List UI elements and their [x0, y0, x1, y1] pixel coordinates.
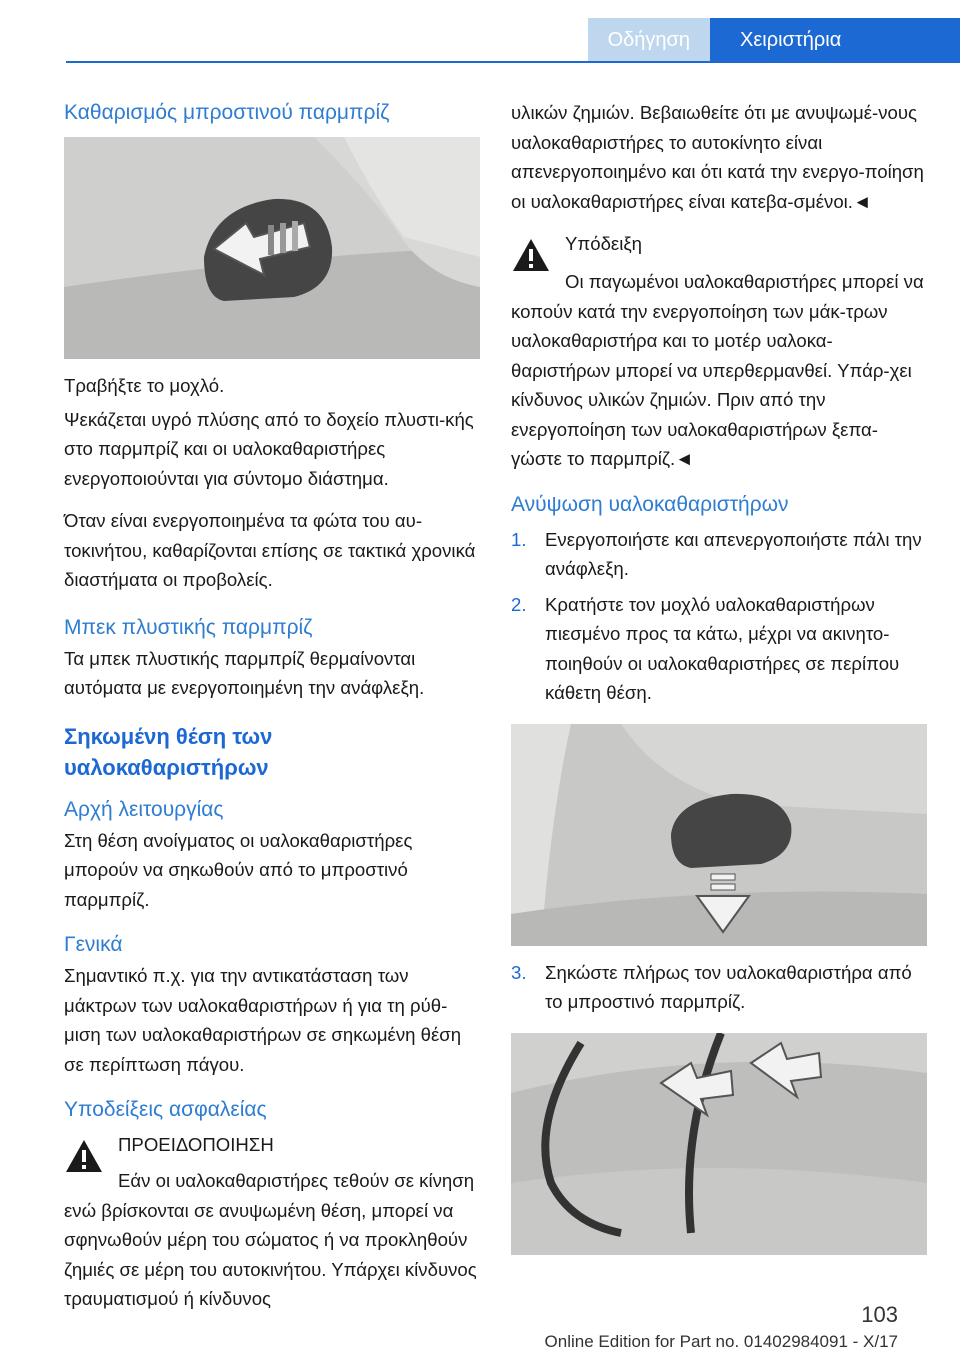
- page-number: 103: [861, 1302, 898, 1327]
- nozzles-text: Τα μπεκ πλυστικής παρμπρίζ θερμαίνονται αυτόματα με ενεργοποιημένη την ανάφλεξη.: [64, 647, 425, 698]
- note-text: Οι παγωμένοι υαλοκαθαριστήρες μπορεί να κοπούν κατά την ενεργοποίηση των μάκ-τρων υαλοκαθαριστήρα και το μοτέρ υαλοκα-θαριστήρων μπορεί να υπερθερμανθεί. Υπάρ-χει κίνδυνος υλικών ζημιών. Πριν από την ενεργοποίηση των υαλοκαθαριστήρων ξεπα-γώστε το παρμπρίζ.◄: [511, 271, 924, 469]
- step-1: [511, 525, 927, 584]
- principle-title: Αρχή λειτουργίας: [64, 797, 224, 821]
- step-3: [511, 958, 927, 1017]
- raised-position-title: Σηκωμένη θέση των υαλοκαθαριστήρων: [64, 723, 273, 780]
- general-title: Γενικά: [64, 933, 123, 956]
- step-number: 3.: [511, 961, 527, 983]
- left-column: [64, 98, 480, 1327]
- general-text: Σημαντικό π.χ. για την αντικατάσταση των μάκτρων των υαλοκαθαριστήρων ή για τη ρύθ-μιση των υαλοκαθαριστήρων σε σηκωμένη θέση σε περίπτωση πάγου.: [64, 965, 462, 1075]
- note-head: Υπόδειξη: [565, 233, 643, 254]
- edition-note: Online Edition for Part no. 01402984091 - X/17: [544, 1332, 898, 1351]
- tab-controls[interactable]: Χειριστήρια: [710, 18, 960, 62]
- step-text: Σηκώστε πλήρως τον υαλοκαθαριστήρα από το μπροστινό παρμπρίζ.: [545, 961, 912, 1012]
- step-2: [511, 590, 927, 708]
- front-washer-title: Καθαρισμός μπροστινού παρμπρίζ: [64, 101, 390, 124]
- nozzles-title: Μπεκ πλυστικής παρμπρίζ: [64, 615, 313, 639]
- step-text: Κρατήστε τον μοχλό υαλοκαθαριστήρων πιεσμένο προς τα κάτω, μέχρι να ακινητο-ποιηθούν οι υαλοκαθαριστήρες σε περίπου κάθετη θέση.: [545, 593, 900, 703]
- wiper-lift-image: [511, 1033, 927, 1255]
- header-rule: [66, 61, 960, 63]
- right-column: [511, 98, 927, 1255]
- spray-text: Ψεκάζεται υγρό πλύσης από το δοχείο πλυστι-κής στο παρμπρίζ και οι υαλοκαθαριστήρες ενεργοποιούνται για σύντομο διάστημα.: [64, 408, 474, 489]
- step-number: 1.: [511, 528, 527, 550]
- continued-warning-text: υλικών ζημιών. Βεβαιωθείτε ότι με ανυψωμέ-νους υαλοκαθαριστήρες το αυτοκίνητο είναι απενεργοποιημένο και ότι κατά την ενεργο-ποίηση οι υαλοκαθαριστήρες είναι κατεβα-σμένοι.◄: [511, 102, 924, 212]
- tab-driving[interactable]: Οδήγηση: [588, 18, 710, 62]
- step-text: Ενεργοποιήστε και απενεργοποιήστε πάλι την ανάφλεξη.: [545, 528, 922, 579]
- step-number: 2.: [511, 593, 527, 615]
- principle-text: Στη θέση ανοίγματος οι υαλοκαθαριστήρες μπορούν να σηκωθούν από το μπροστινό παρμπρίζ.: [64, 829, 413, 910]
- page-footer: [545, 1302, 898, 1352]
- lift-wipers-title: Ανύψωση υαλοκαθαριστήρων: [511, 492, 789, 516]
- pull-lever-text: Τραβήξτε το μοχλό.: [64, 375, 225, 396]
- chapter-tabs: [588, 18, 960, 62]
- lever-pull-image: [64, 137, 480, 359]
- headlights-text: Όταν είναι ενεργοποιημένα τα φώτα του αυ-τοκινήτου, καθαρίζονται επίσης σε τακτικά χρονικά διαστήματα οι προβολείς.: [64, 510, 476, 590]
- warning-head: ΠΡΟΕΙΔΟΠΟΙΗΣΗ: [118, 1134, 274, 1155]
- lever-push-image: [511, 724, 927, 946]
- safety-title: Υποδείξεις ασφαλείας: [64, 1098, 267, 1121]
- warning-text: Εάν οι υαλοκαθαριστήρες τεθούν σε κίνηση ενώ βρίσκονται σε ανυψωμένη θέση, μπορεί να σφηνωθούν μέρη του σώματος ή να προκληθούν ζημιές σε μέρη του αυτοκινήτου. Υπάρχει κίνδυνος τραυματισμού ή κίνδυνος: [64, 1170, 477, 1309]
